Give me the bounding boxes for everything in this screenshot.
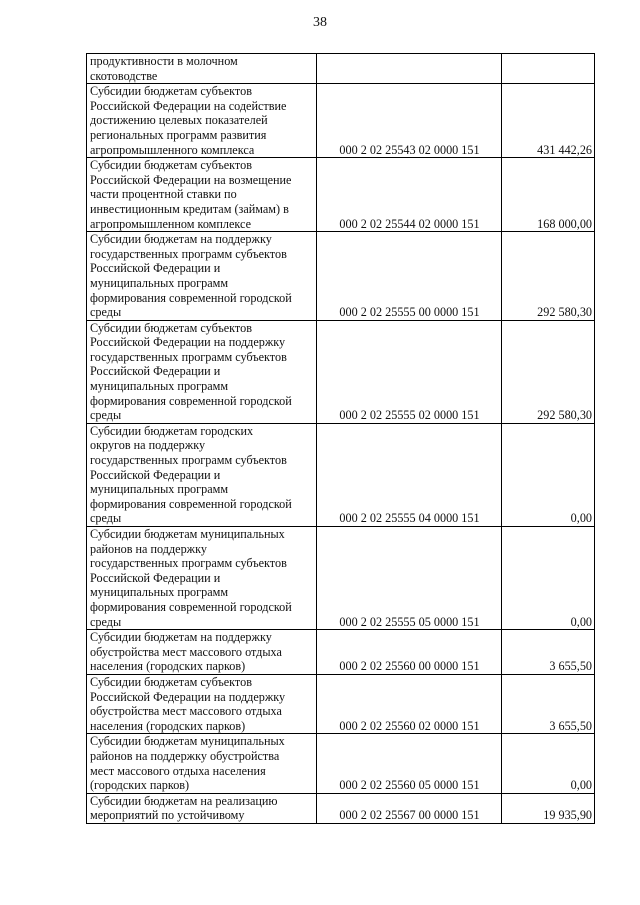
budget-classification-code <box>317 54 502 84</box>
description-line: государственных программ субъектов <box>90 349 287 364</box>
description-line: Субсидии бюджетам субъектов <box>90 674 252 689</box>
amount-value: 0,00 <box>502 734 595 793</box>
description-line: среды <box>90 408 122 423</box>
description-line: Российской Федерации на содействие <box>90 98 287 113</box>
table-row <box>87 232 595 321</box>
description-line: инвестиционным кредитам (займам) в <box>90 201 289 216</box>
table-row <box>87 423 595 526</box>
amount-value: 0,00 <box>502 527 595 630</box>
table-row <box>87 84 595 158</box>
description-line: населения (городских парков) <box>90 718 246 733</box>
amount-value: 168 000,00 <box>502 158 595 232</box>
row-description <box>87 674 317 733</box>
description-line: государственных программ субъектов <box>90 453 287 468</box>
amount-value <box>502 54 595 84</box>
description-line: государственных программ субъектов <box>90 556 287 571</box>
row-description <box>87 423 317 526</box>
page-number: 38 <box>313 15 327 30</box>
budget-classification-code: 000 2 02 25560 00 0000 151 <box>317 630 502 675</box>
description-line: формирования современной городской <box>90 599 292 614</box>
amount-value: 0,00 <box>502 423 595 526</box>
row-description <box>87 320 317 423</box>
row-description <box>87 630 317 675</box>
description-line: государственных программ субъектов <box>90 246 287 261</box>
description-line: скотоводстве <box>90 68 158 83</box>
description-line: Субсидии бюджетам городских <box>90 423 254 438</box>
description-line: обустройства мест массового отдыха <box>90 644 282 659</box>
table-row <box>87 320 595 423</box>
budget-classification-code: 000 2 02 25544 02 0000 151 <box>317 158 502 232</box>
description-line: округов на поддержку <box>90 438 206 453</box>
budget-classification-code: 000 2 02 25555 05 0000 151 <box>317 527 502 630</box>
table-row <box>87 54 595 84</box>
amount-value: 3 655,50 <box>502 674 595 733</box>
budget-classification-code: 000 2 02 25567 00 0000 151 <box>317 793 502 823</box>
description-line: формирования современной городской <box>90 290 292 305</box>
description-line: муниципальных программ <box>90 275 229 290</box>
description-line: продуктивности в молочном <box>90 54 238 68</box>
row-description <box>87 734 317 793</box>
amount-value: 292 580,30 <box>502 320 595 423</box>
description-line: Субсидии бюджетам муниципальных <box>90 734 285 749</box>
amount-value: 431 442,26 <box>502 84 595 158</box>
row-description <box>87 54 317 84</box>
table-row <box>87 158 595 232</box>
budget-table-body <box>87 54 595 824</box>
description-line: муниципальных программ <box>90 482 229 497</box>
table-row <box>87 527 595 630</box>
description-line: населения (городских парков) <box>90 659 246 674</box>
description-line: обустройства мест массового отдыха <box>90 704 282 719</box>
description-line: агропромышленного комплекса <box>90 142 255 157</box>
description-line: мероприятий по устойчивому <box>90 808 245 823</box>
description-line: мест массового отдыха населения <box>90 763 266 778</box>
row-description <box>87 158 317 232</box>
budget-classification-code: 000 2 02 25555 02 0000 151 <box>317 320 502 423</box>
description-line: Субсидии бюджетам субъектов <box>90 320 252 335</box>
description-line: муниципальных программ <box>90 379 229 394</box>
amount-value: 19 935,90 <box>502 793 595 823</box>
row-description <box>87 527 317 630</box>
description-line: Российской Федерации на поддержку <box>90 335 286 350</box>
description-line: среды <box>90 614 122 629</box>
description-line: (городских парков) <box>90 778 190 793</box>
table-row <box>87 630 595 675</box>
budget-classification-code: 000 2 02 25555 00 0000 151 <box>317 232 502 321</box>
description-line: Российской Федерации и <box>90 261 221 276</box>
description-line: Субсидии бюджетам на поддержку <box>90 232 272 247</box>
description-line: Субсидии бюджетам на реализацию <box>90 793 278 808</box>
description-line: достижению целевых показателей <box>90 113 268 128</box>
description-line: Субсидии бюджетам на поддержку <box>90 630 272 645</box>
budget-classification-code: 000 2 02 25560 02 0000 151 <box>317 674 502 733</box>
budget-classification-code: 000 2 02 25543 02 0000 151 <box>317 84 502 158</box>
description-line: региональных программ развития <box>90 127 267 142</box>
description-line: среды <box>90 511 122 526</box>
description-line: Российской Федерации и <box>90 467 221 482</box>
table-row <box>87 793 595 823</box>
description-line: Российской Федерации на возмещение <box>90 172 292 187</box>
amount-value: 292 580,30 <box>502 232 595 321</box>
description-line: агропромышленном комплексе <box>90 216 251 231</box>
description-line: районов на поддержку <box>90 541 207 556</box>
description-line: формирования современной городской <box>90 393 292 408</box>
description-line: Субсидии бюджетам субъектов <box>90 84 252 99</box>
description-line: Российской Федерации на поддержку <box>90 689 286 704</box>
description-line: районов на поддержку обустройства <box>90 748 280 763</box>
description-line: среды <box>90 305 122 320</box>
description-line: Субсидии бюджетам субъектов <box>90 158 252 173</box>
description-line: Российской Федерации и <box>90 570 221 585</box>
description-line: формирования современной городской <box>90 496 292 511</box>
row-description <box>87 232 317 321</box>
budget-classification-code: 000 2 02 25555 04 0000 151 <box>317 423 502 526</box>
description-line: Российской Федерации и <box>90 364 221 379</box>
description-line: Субсидии бюджетам муниципальных <box>90 527 285 541</box>
description-line: муниципальных программ <box>90 585 229 600</box>
row-description <box>87 84 317 158</box>
budget-table <box>86 53 595 824</box>
table-row <box>87 674 595 733</box>
description-line: части процентной ставки по <box>90 187 237 202</box>
table-row <box>87 734 595 793</box>
amount-value: 3 655,50 <box>502 630 595 675</box>
row-description <box>87 793 317 823</box>
budget-classification-code: 000 2 02 25560 05 0000 151 <box>317 734 502 793</box>
